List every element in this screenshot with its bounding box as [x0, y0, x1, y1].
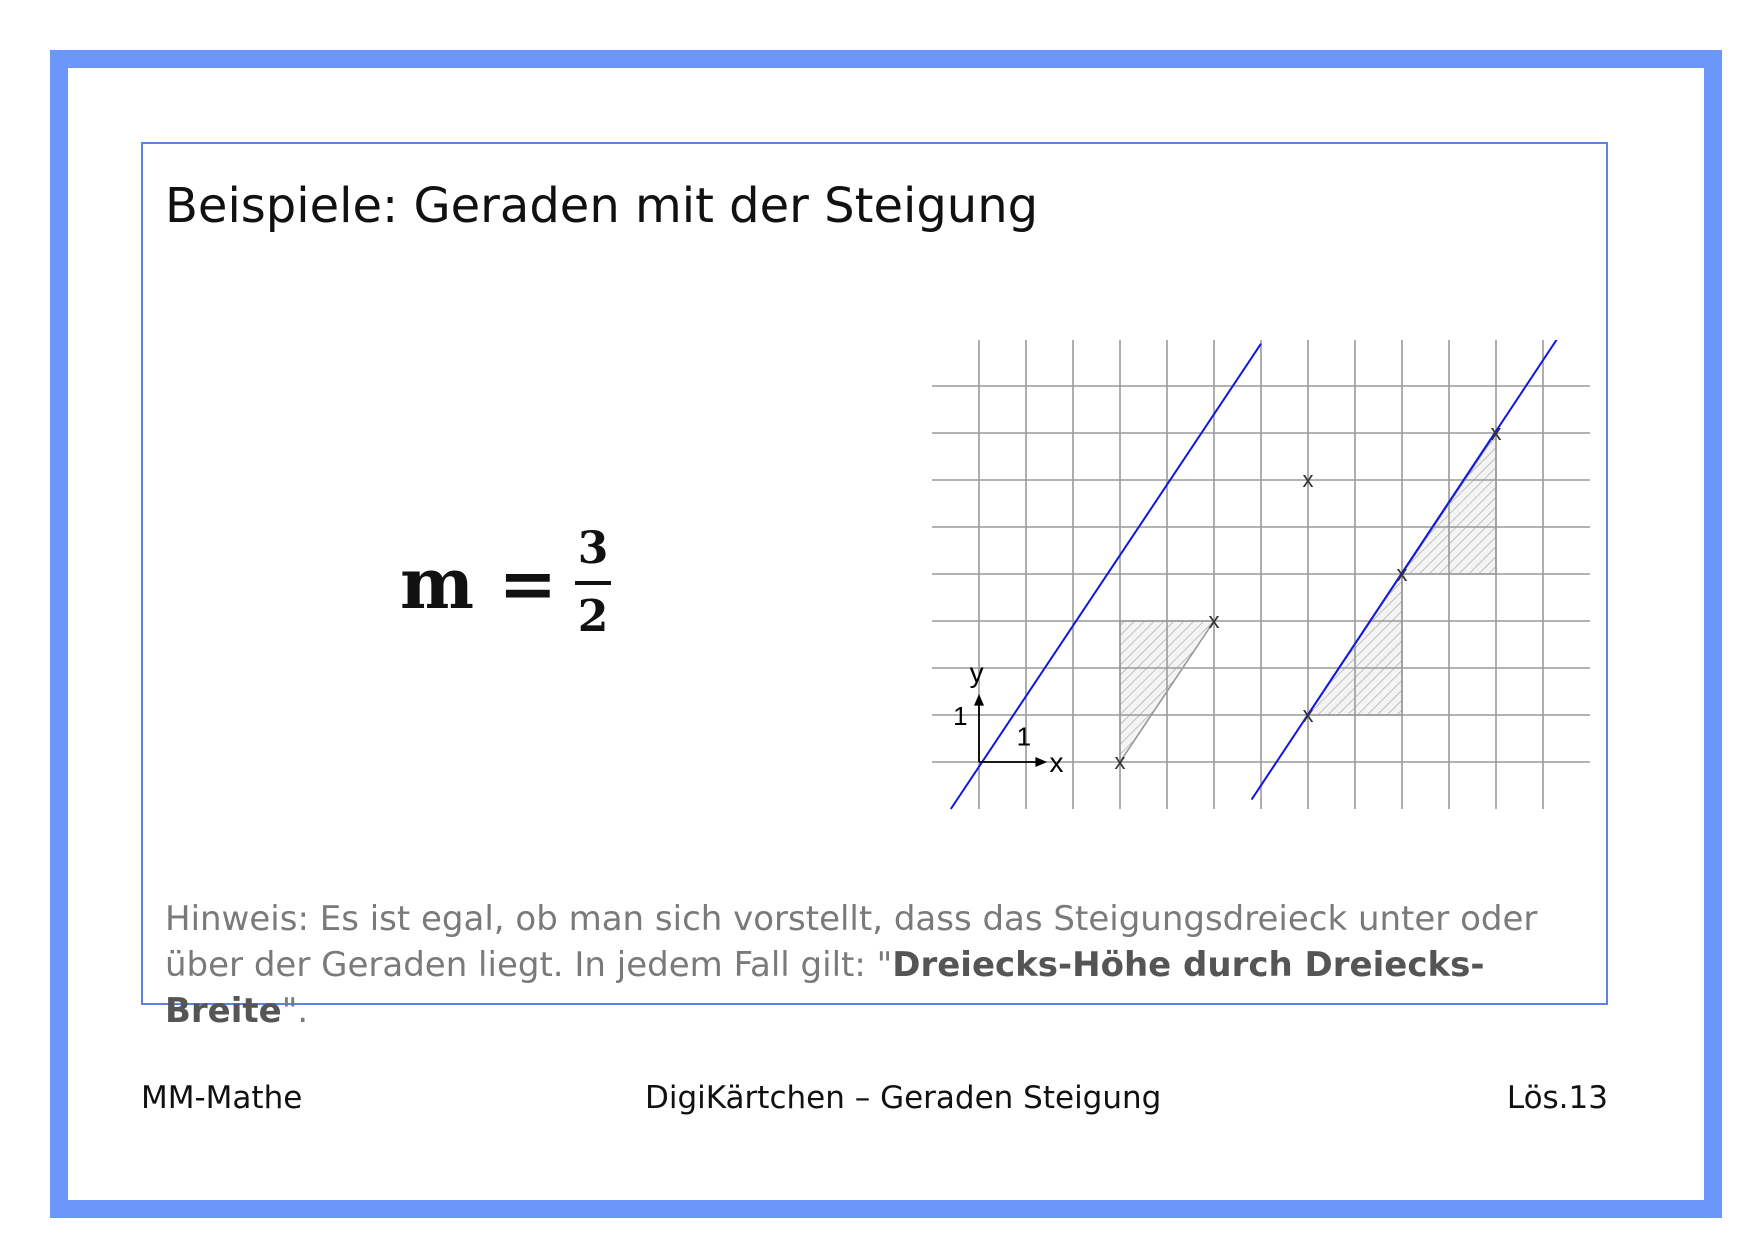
- point-marker-5: x: [1396, 561, 1408, 586]
- footer-brand: MM-Mathe: [141, 1080, 303, 1116]
- hint-main: Hinweis: Es ist egal, ob man sich vorstellt, dass das Steigungsdreieck unter oder über der Geraden liegt. In jedem Fall gilt: ": [165, 899, 1538, 985]
- hint-suffix: ".: [281, 991, 309, 1031]
- x-axis-label: x: [1049, 747, 1064, 778]
- card-title: Beispiele: Geraden mit der Steigung: [165, 178, 1039, 234]
- point-marker-3: x: [1302, 467, 1314, 492]
- y-axis-label: y: [969, 657, 984, 689]
- formula-denominator: 2: [577, 591, 609, 642]
- x-unit-label: 1: [1016, 721, 1032, 752]
- fraction-bar: [575, 581, 611, 585]
- formula-lhs: m =: [400, 541, 558, 625]
- footer-card-number: Lös.13: [1506, 1080, 1608, 1116]
- point-marker-4: x: [1302, 702, 1314, 727]
- point-marker-1: x: [1114, 749, 1126, 774]
- hint-emphasis: Dreiecks-Höhe durch Dreiecks-Breite: [165, 945, 1485, 1031]
- y-unit-label: 1: [953, 701, 968, 731]
- slope-formula: [400, 518, 611, 648]
- formula-fraction: [575, 525, 611, 641]
- slope-diagram: [930, 340, 1590, 820]
- hint-text: [165, 896, 1585, 1034]
- x-axis-arrow: [1035, 757, 1047, 767]
- footer-card-title: DigiKärtchen – Geraden Steigung: [645, 1080, 1162, 1116]
- point-marker-6: x: [1490, 420, 1502, 445]
- formula-numerator: 3: [577, 523, 609, 574]
- y-axis-arrow: [974, 694, 984, 706]
- point-marker-2: x: [1208, 608, 1220, 633]
